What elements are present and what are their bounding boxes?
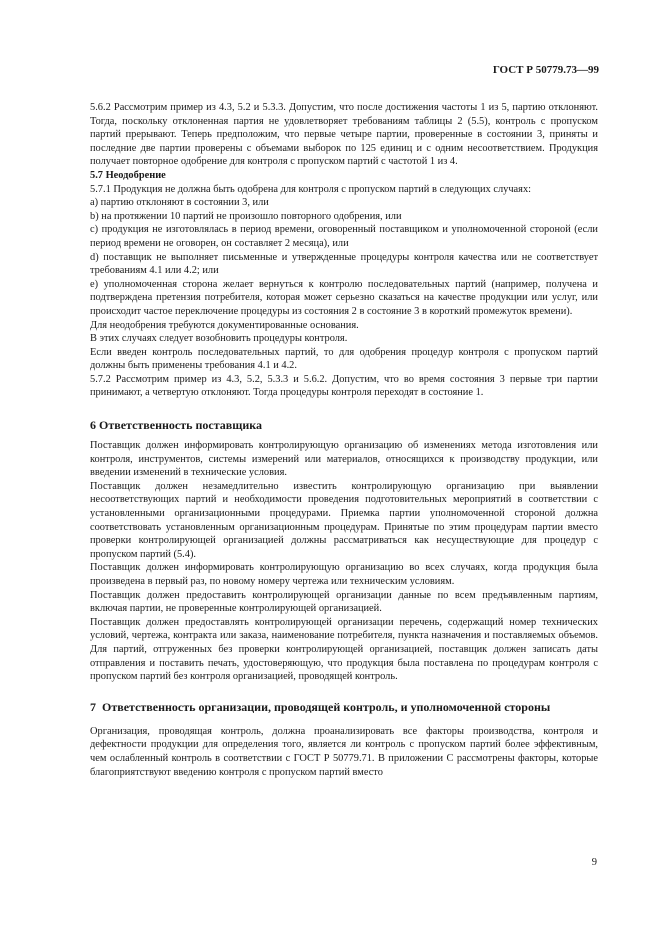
note-paragraph: В этих случаях следует возобновить процедуры контроля. <box>90 333 348 345</box>
section-title-text: Ответственность организации, проводящей контроль, и уполномоченной стороны <box>102 699 551 714</box>
document-code: ГОСТ Р 50779.73—99 <box>492 64 599 76</box>
section-6-paragraph: Поставщик должен предоставить контролирующей организации данные по всем предъявленным партиям, включая партии, не проверенные контролирующей организацией. <box>90 589 598 615</box>
page-body <box>90 101 598 779</box>
section-6-paragraph: Поставщик должен информировать контролирующую организацию во всех случаях, когда продукция была произведена в первый раз, по новому номеру чертежа или техническим условиям. <box>90 562 598 587</box>
section-6-paragraph: Поставщик должен предоставлять контролирующей организации перечень, содержащий номер технических условий, чертежа, контракта или заказа, наименование потребителя, пункта назначения и поставляемых объемов. Для партий, отгруженных без проверки контролирующей организацией, поставщик должен записать даты отправления и поставить печать, удостоверяющую, что продукция была поставлена по процедурам контроля с пропуском партий без контроля организацией, проводящей контроль. <box>90 616 598 683</box>
section-title-7 <box>90 700 598 715</box>
section-number: 7 <box>90 699 96 714</box>
paragraph-5-7-1: 5.7.1 Продукция не должна быть одобрена для контроля с пропуском партий в следующих случаях: <box>90 183 532 195</box>
list-item-e: e) уполномоченная сторона желает вернуться к контролю последовательных партий (например, получена и подтверждена претензия потребителя, которая может серьезно сказаться на качестве продукции или услуг, или происходит частое переключение процедуры из состояния 2 в состояние 3 в короткий промежуток времени). <box>90 278 598 317</box>
section-title-6: 6 Ответственность поставщика <box>90 418 263 433</box>
section-7-paragraph: Организация, проводящая контроль, должна проанализировать все факторы производства, контроля и дефектности продукции для определения того, является ли контроль с пропуском партий более эффективным, чем ослабленный контроль в соответствии с ГОСТ Р 50779.71. В приложении С рассмотрены факторы, которые благоприятствуют введению контроля с пропуском партий вместо <box>90 725 598 778</box>
list-item-b: b) на протяжении 10 партий не произошло повторного одобрения, или <box>90 210 402 222</box>
list-item-c: c) продукция не изготовлялась в период времени, оговоренный поставщиком и уполномоченной стороной (если период времени не оговорен, он составляет 2 месяца), или <box>90 224 598 249</box>
list-item-a: a) партию отклоняют в состоянии 3, или <box>90 197 269 209</box>
page-number: 9 <box>591 857 597 868</box>
list-item-d: d) поставщик не выполняет письменные и утвержденные процедуры контроля качества или не соответствует требованиям 4.1 или 4.2; или <box>90 251 598 277</box>
paragraph-5-6-2: 5.6.2 Рассмотрим пример из 4.3, 5.2 и 5.3.3. Допустим, что после достижения частоты 1 из 5, партию отклоняют. Тогда, поскольку отклоненная партия не удовлетворяет требованиям таблицы 2 (5.5), контроль с пропуском партий прерывают. Теперь предположим, что первые четыре партии, проверенные в состоянии 3, приняты и последние две партии проверены с объемами выборок по 125 единиц и с одним несоответствием. Продукция получает повторное одобрение для контроля с пропуском партий с частотой 1 из 4. <box>90 102 598 168</box>
paragraph-5-7-2: 5.7.2 Рассмотрим пример из 4.3, 5.2, 5.3.3 и 5.6.2. Допустим, что во время состояния 3 первые три партии принимают, а четвертую отклоняют. Тогда процедуры контроля переходят в состояние 1. <box>90 373 598 399</box>
note-paragraph: Если введен контроль последовательных партий, то для одобрения процедур контроля с пропуском партий должны быть применены требования 4.1 и 4.2. <box>90 346 598 372</box>
note-paragraph: Для неодобрения требуются документированные основания. <box>90 319 359 331</box>
section-6-paragraph: Поставщик должен информировать контролирующую организацию об изменениях метода изготовления или контроля, инструментов, системы измерений или материалов, относящихся к производству продукции, или введении изменений в технические условия. <box>90 440 598 479</box>
section-6-paragraph: Поставщик должен незамедлительно известить контролирующую организацию при выявлении несоответствующих партий и необходимости проведения подготовительных мероприятий в соответствии с установленными организационными процедурами. Приемка партии уполномоченной стороной должна соответствовать установленным организационным процедурам. Принятые по этим процедурам партии вместо проверки контролирующей организацией должны рассматриваться как несуществующие для процедур с пропуском партий (5.4). <box>90 480 598 560</box>
subsection-title-5-7: 5.7 Неодобрение <box>90 169 166 181</box>
